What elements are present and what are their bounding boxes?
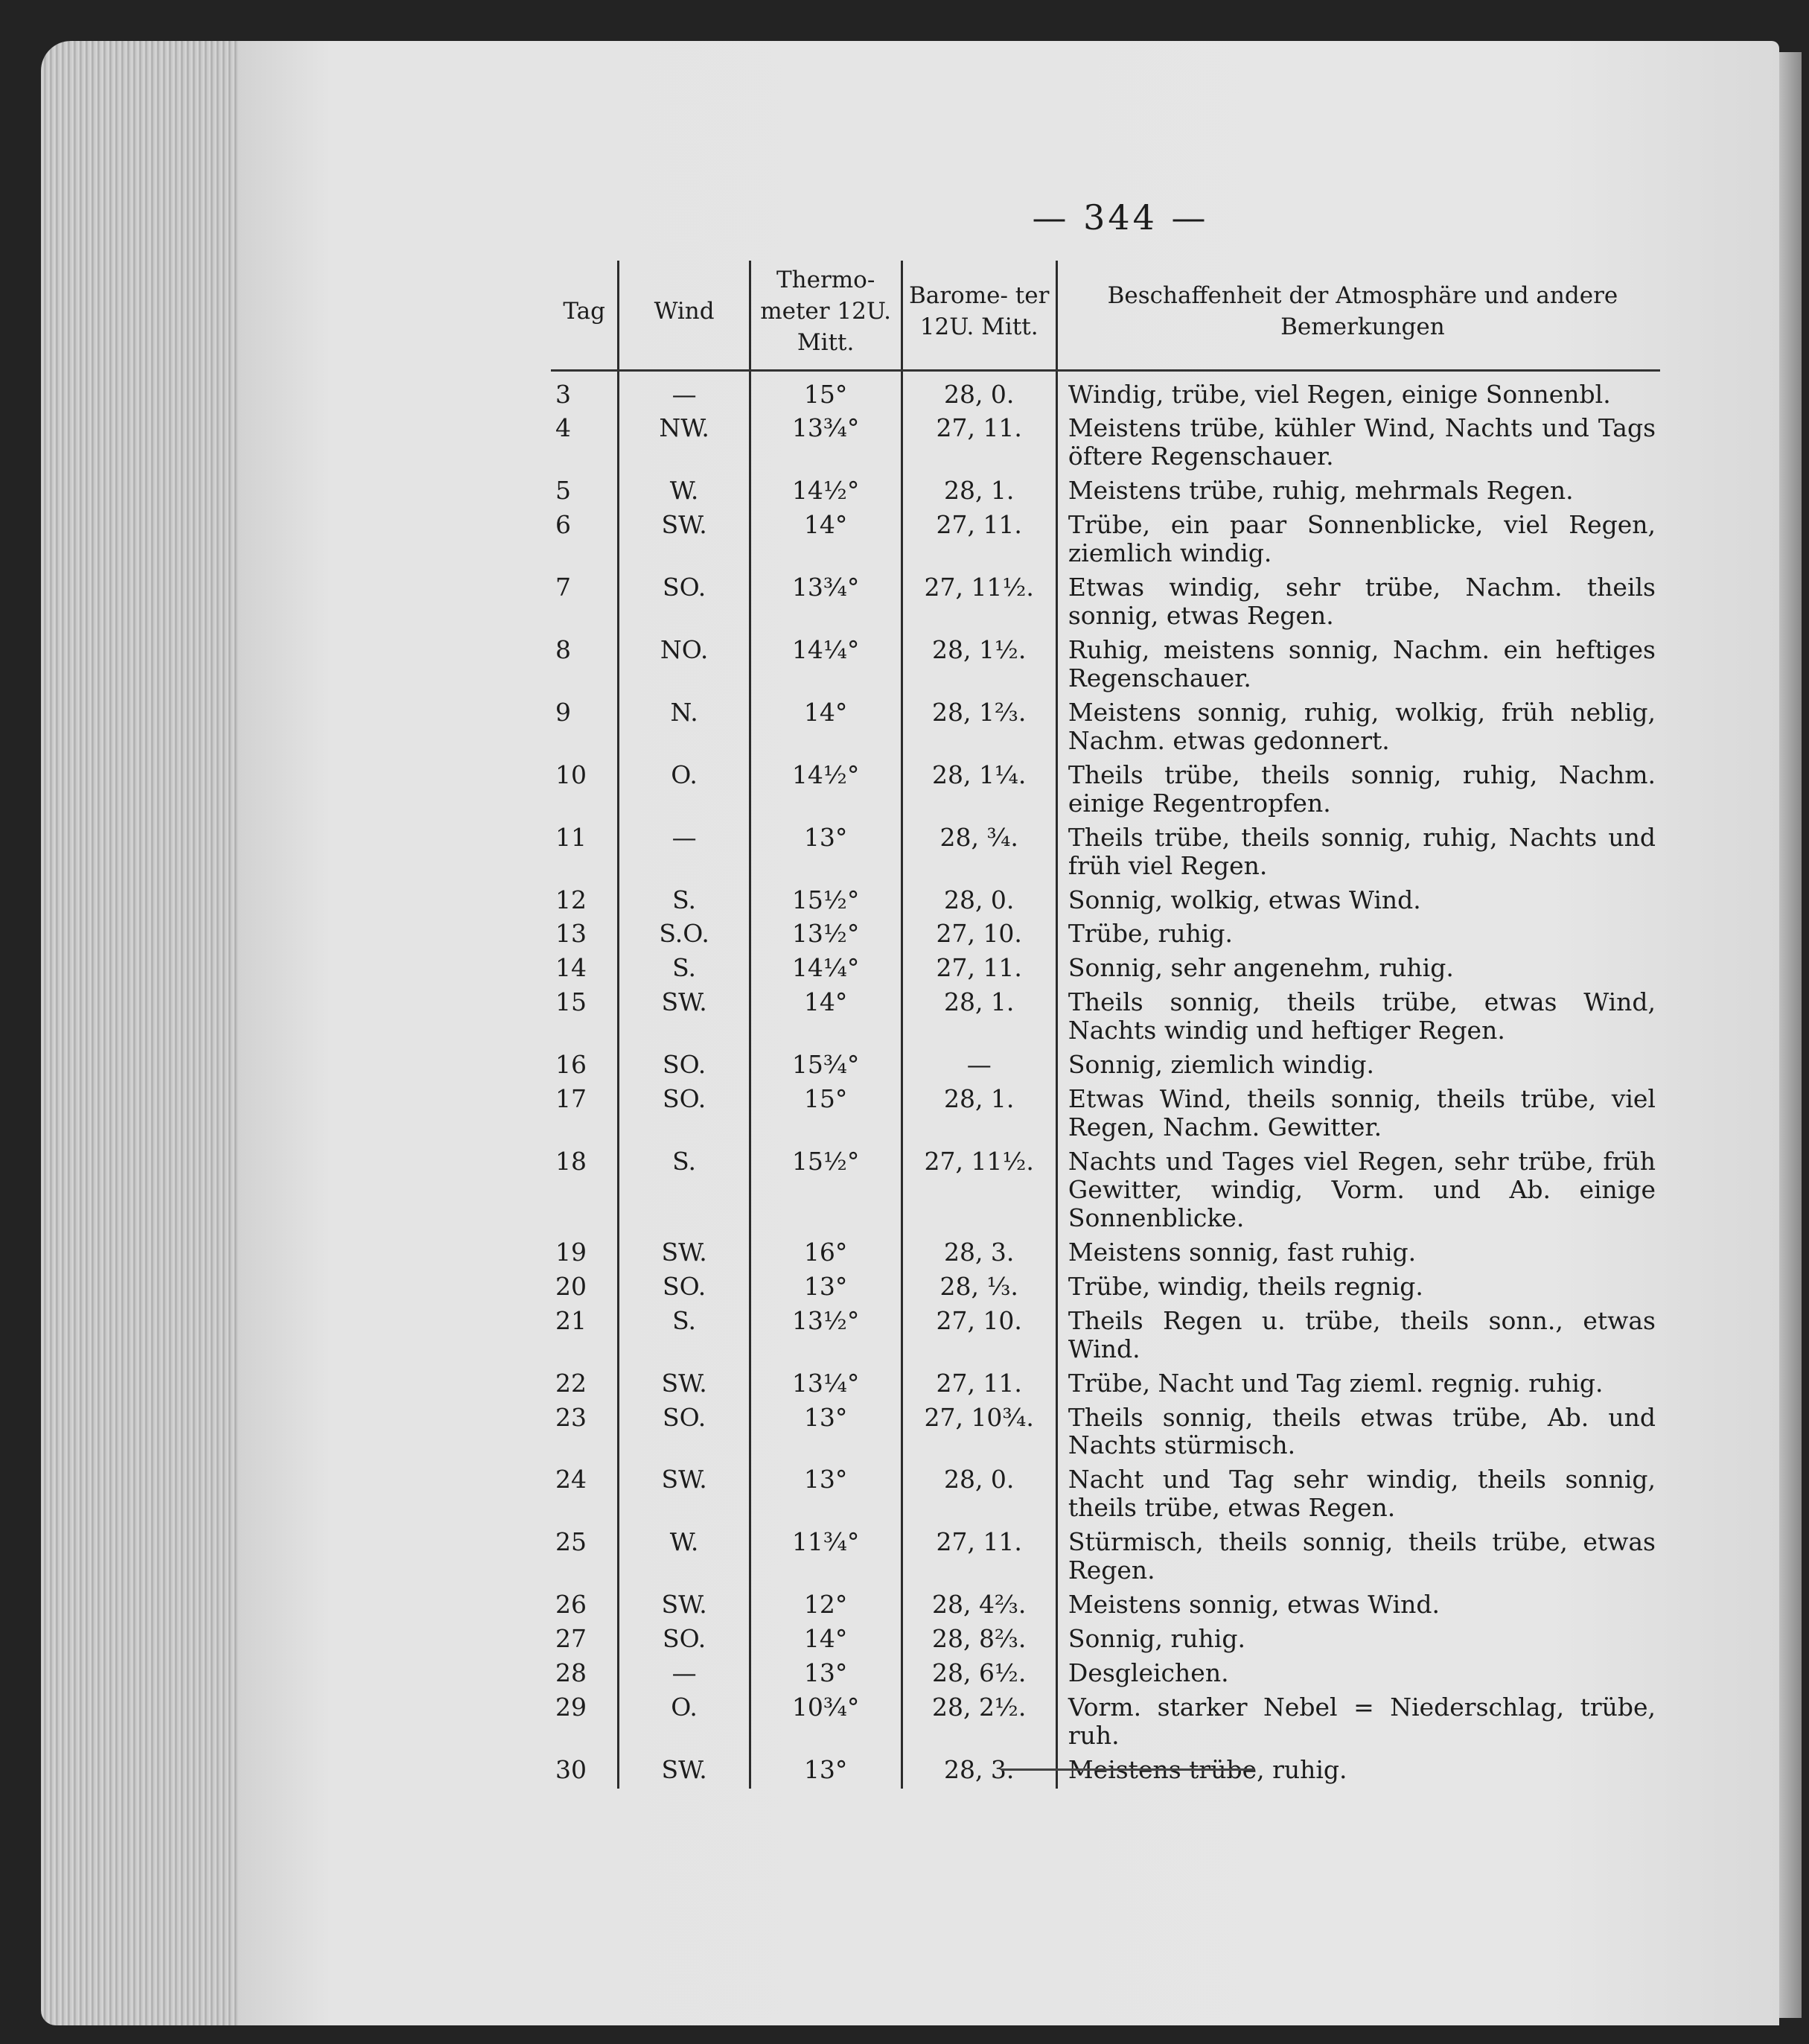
cell-remarks: Meistens sonnig, etwas Wind.: [1056, 1589, 1660, 1623]
cell-barometer: 27, 11.: [902, 952, 1056, 987]
cell-wind: N.: [619, 697, 750, 760]
table-row: [551, 509, 1660, 572]
cell-day: 20: [555, 1271, 587, 1301]
header-remarks: Beschaffenheit der Atmosphäre und andere Bemerkungen: [1056, 261, 1660, 370]
cell-remarks: Meistens sonnig, fast ruhig.: [1056, 1237, 1660, 1271]
table-row: [551, 634, 1660, 697]
cell-remarks: Sonnig, sehr angenehm, ruhig.: [1056, 952, 1660, 987]
table-row: [551, 918, 1660, 952]
table-row: [551, 1305, 1660, 1368]
cell-day: 6: [555, 510, 571, 540]
cell-remarks: Meistens sonnig, ruhig, wolkig, früh neblig, Nachm. etwas gedonnert.: [1056, 697, 1660, 760]
table-row: [551, 1368, 1660, 1402]
cell-remarks: Ruhig, meistens sonnig, Nachm. ein heftiges Regenschauer.: [1056, 634, 1660, 697]
table-row: [551, 1146, 1660, 1237]
cell-wind: SO.: [619, 1271, 750, 1305]
cell-wind: W.: [619, 1526, 750, 1589]
table-row: [551, 1464, 1660, 1526]
cell-wind: SW.: [619, 1754, 750, 1789]
cell-thermometer: 11¾°: [750, 1526, 902, 1589]
cell-day: 4: [555, 413, 571, 443]
cell-wind: SO.: [619, 1623, 750, 1658]
cell-day: 29: [555, 1692, 587, 1722]
cell-thermometer: 14¼°: [750, 634, 902, 697]
cell-remarks: Trübe, ein paar Sonnenblicke, viel Regen, ziemlich windig.: [1056, 509, 1660, 572]
cell-wind: SW.: [619, 1589, 750, 1623]
cell-barometer: —: [902, 1049, 1056, 1083]
cell-remarks: Trübe, Nacht und Tag zieml. regnig. ruhig.: [1056, 1368, 1660, 1402]
cell-barometer: 28, 1¼.: [902, 760, 1056, 822]
cell-wind: —: [619, 370, 750, 413]
cell-remarks: Trübe, windig, theils regnig.: [1056, 1271, 1660, 1305]
cell-thermometer: 15°: [750, 1083, 902, 1146]
cell-day: 28: [555, 1658, 587, 1688]
page-number: — 344 —: [1032, 197, 1209, 238]
table-row: [551, 697, 1660, 760]
cell-wind: S.: [619, 1146, 750, 1237]
cell-wind: SW.: [619, 1368, 750, 1402]
table-row: [551, 1658, 1660, 1692]
table-row: [551, 1623, 1660, 1658]
cell-wind: W.: [619, 475, 750, 509]
cell-remarks: Sonnig, ruhig.: [1056, 1623, 1660, 1658]
cell-day: 26: [555, 1590, 587, 1620]
cell-day: 14: [555, 953, 587, 983]
cell-barometer: 27, 11.: [902, 413, 1056, 475]
cell-thermometer: 13½°: [750, 918, 902, 952]
cell-barometer: 28, 2½.: [902, 1692, 1056, 1754]
cell-barometer: 28, 3.: [902, 1237, 1056, 1271]
cell-barometer: 27, 11½.: [902, 1146, 1056, 1237]
cell-thermometer: 14°: [750, 509, 902, 572]
cell-thermometer: 13°: [750, 1754, 902, 1789]
cell-wind: SO.: [619, 572, 750, 634]
cell-day: 24: [555, 1465, 587, 1494]
cell-wind: SW.: [619, 509, 750, 572]
cell-remarks: Theils sonnig, theils etwas trübe, Ab. und Nachts stürmisch.: [1056, 1402, 1660, 1465]
cell-wind: S.: [619, 952, 750, 987]
cell-barometer: 28, 0.: [902, 885, 1056, 919]
cell-remarks: Vorm. starker Nebel = Niederschlag, trübe, ruh.: [1056, 1692, 1660, 1754]
cell-barometer: 28, 8⅔.: [902, 1623, 1056, 1658]
cell-wind: SW.: [619, 987, 750, 1049]
table-row: [551, 885, 1660, 919]
cell-remarks: Meistens trübe, ruhig.: [1056, 1754, 1660, 1789]
header-thermometer: Thermo- meter 12U. Mitt.: [750, 261, 902, 370]
cell-thermometer: 13°: [750, 1271, 902, 1305]
cell-barometer: 28, 4⅔.: [902, 1589, 1056, 1623]
cell-thermometer: 13¾°: [750, 572, 902, 634]
cell-barometer: 27, 10.: [902, 918, 1056, 952]
cell-remarks: Sonnig, wolkig, etwas Wind.: [1056, 885, 1660, 919]
table-row: [551, 572, 1660, 634]
cell-day: 10: [555, 760, 587, 789]
cell-wind: O.: [619, 1692, 750, 1754]
cell-barometer: 28, 1.: [902, 1083, 1056, 1146]
cell-thermometer: 13¾°: [750, 413, 902, 475]
cell-remarks: Sonnig, ziemlich windig.: [1056, 1049, 1660, 1083]
cell-wind: O.: [619, 760, 750, 822]
cell-wind: SO.: [619, 1049, 750, 1083]
cell-day: 21: [555, 1305, 587, 1335]
cell-wind: SO.: [619, 1402, 750, 1465]
cell-remarks: Nachts und Tages viel Regen, sehr trübe, früh Gewitter, windig, Vorm. und Ab. einige Sonnenblicke.: [1056, 1146, 1660, 1237]
cell-barometer: 28, 3.: [902, 1754, 1056, 1789]
cell-barometer: 28, 6½.: [902, 1658, 1056, 1692]
cell-day: 18: [555, 1147, 587, 1177]
cell-day: 19: [555, 1237, 587, 1267]
cell-day: 25: [555, 1527, 587, 1557]
cell-day: 30: [555, 1754, 587, 1784]
cell-thermometer: 15°: [750, 370, 902, 413]
table-header-row: [551, 261, 1660, 370]
cell-wind: NO.: [619, 634, 750, 697]
cell-thermometer: 14½°: [750, 475, 902, 509]
table-row: [551, 475, 1660, 509]
table-row: [551, 370, 1660, 413]
header-day: Tag: [551, 261, 619, 370]
cell-day: 11: [555, 822, 587, 852]
cell-thermometer: 13½°: [750, 1305, 902, 1368]
table-row: [551, 1083, 1660, 1146]
cell-wind: SW.: [619, 1464, 750, 1526]
cell-day: 16: [555, 1050, 587, 1080]
cell-barometer: 28, 1.: [902, 987, 1056, 1049]
cell-wind: S.: [619, 1305, 750, 1368]
page-stack-edge: [41, 41, 242, 2025]
cell-thermometer: 15½°: [750, 885, 902, 919]
cell-remarks: Windig, trübe, viel Regen, einige Sonnenbl.: [1056, 370, 1660, 413]
table-row: [551, 1049, 1660, 1083]
closing-rule: [1001, 1768, 1254, 1771]
cell-thermometer: 10¾°: [750, 1692, 902, 1754]
cell-wind: S.: [619, 885, 750, 919]
cell-day: 9: [555, 697, 571, 727]
cell-wind: —: [619, 1658, 750, 1692]
cell-remarks: Meistens trübe, kühler Wind, Nachts und Tags öftere Regenschauer.: [1056, 413, 1660, 475]
cell-thermometer: 14°: [750, 987, 902, 1049]
table-row: [551, 1402, 1660, 1465]
table-row: [551, 1589, 1660, 1623]
cell-barometer: 27, 11.: [902, 1368, 1056, 1402]
cell-day: 12: [555, 885, 587, 914]
cell-barometer: 27, 11.: [902, 1526, 1056, 1589]
cell-day: 7: [555, 573, 571, 602]
cell-wind: SW.: [619, 1237, 750, 1271]
weather-table: [551, 261, 1660, 1789]
cell-barometer: 28, 1½.: [902, 634, 1056, 697]
cell-barometer: 28, ¾.: [902, 822, 1056, 885]
table-body: [551, 370, 1660, 1789]
cell-remarks: Theils trübe, theils sonnig, ruhig, Nachm. einige Regentropfen.: [1056, 760, 1660, 822]
cell-barometer: 28, 1⅔.: [902, 697, 1056, 760]
cell-barometer: 27, 11½.: [902, 572, 1056, 634]
table-row: [551, 952, 1660, 987]
cell-thermometer: 15½°: [750, 1146, 902, 1237]
cell-wind: —: [619, 822, 750, 885]
cell-remarks: Desgleichen.: [1056, 1658, 1660, 1692]
cell-thermometer: 14°: [750, 697, 902, 760]
cell-thermometer: 14¼°: [750, 952, 902, 987]
cell-remarks: Trübe, ruhig.: [1056, 918, 1660, 952]
cell-wind: S.O.: [619, 918, 750, 952]
table-row: [551, 1526, 1660, 1589]
cell-wind: NW.: [619, 413, 750, 475]
cell-thermometer: 13¼°: [750, 1368, 902, 1402]
cell-remarks: Etwas windig, sehr trübe, Nachm. theils sonnig, etwas Regen.: [1056, 572, 1660, 634]
cell-day: 27: [555, 1624, 587, 1654]
cell-thermometer: 13°: [750, 1658, 902, 1692]
table-row: [551, 1237, 1660, 1271]
cell-day: 22: [555, 1368, 587, 1398]
cell-thermometer: 16°: [750, 1237, 902, 1271]
table-row: [551, 413, 1660, 475]
table-row: [551, 1692, 1660, 1754]
cell-barometer: 28, 1.: [902, 475, 1056, 509]
cell-thermometer: 12°: [750, 1589, 902, 1623]
cell-day: 13: [555, 919, 587, 949]
header-wind: Wind: [619, 261, 750, 370]
cell-barometer: 28, 0.: [902, 370, 1056, 413]
table-row: [551, 987, 1660, 1049]
table-row: [551, 1754, 1660, 1789]
cell-day: 17: [555, 1084, 587, 1114]
cell-barometer: 27, 10¾.: [902, 1402, 1056, 1465]
table-row: [551, 760, 1660, 822]
cell-thermometer: 14½°: [750, 760, 902, 822]
cell-thermometer: 13°: [750, 1402, 902, 1465]
cell-remarks: Theils trübe, theils sonnig, ruhig, Nachts und früh viel Regen.: [1056, 822, 1660, 885]
cell-remarks: Theils sonnig, theils trübe, etwas Wind, Nachts windig und heftiger Regen.: [1056, 987, 1660, 1049]
cell-barometer: 27, 11.: [902, 509, 1056, 572]
cell-remarks: Nacht und Tag sehr windig, theils sonnig, theils trübe, etwas Regen.: [1056, 1464, 1660, 1526]
cell-thermometer: 14°: [750, 1623, 902, 1658]
cell-remarks: Theils Regen u. trübe, theils sonn., etwas Wind.: [1056, 1305, 1660, 1368]
cell-barometer: 28, 0.: [902, 1464, 1056, 1526]
cell-day: 23: [555, 1402, 587, 1432]
cell-day: 3: [555, 379, 571, 409]
cell-remarks: Stürmisch, theils sonnig, theils trübe, etwas Regen.: [1056, 1526, 1660, 1589]
cell-remarks: Etwas Wind, theils sonnig, theils trübe, viel Regen, Nachm. Gewitter.: [1056, 1083, 1660, 1146]
cell-barometer: 27, 10.: [902, 1305, 1056, 1368]
cell-barometer: 28, ⅓.: [902, 1271, 1056, 1305]
cell-day: 8: [555, 635, 571, 665]
cell-remarks: Meistens trübe, ruhig, mehrmals Regen.: [1056, 475, 1660, 509]
header-barometer: Barome- ter 12U. Mitt.: [902, 261, 1056, 370]
cell-thermometer: 15¾°: [750, 1049, 902, 1083]
table-row: [551, 822, 1660, 885]
cell-day: 5: [555, 476, 571, 506]
cell-thermometer: 13°: [750, 1464, 902, 1526]
table-row: [551, 1271, 1660, 1305]
cell-thermometer: 13°: [750, 822, 902, 885]
cell-day: 15: [555, 987, 587, 1017]
cell-wind: SO.: [619, 1083, 750, 1146]
